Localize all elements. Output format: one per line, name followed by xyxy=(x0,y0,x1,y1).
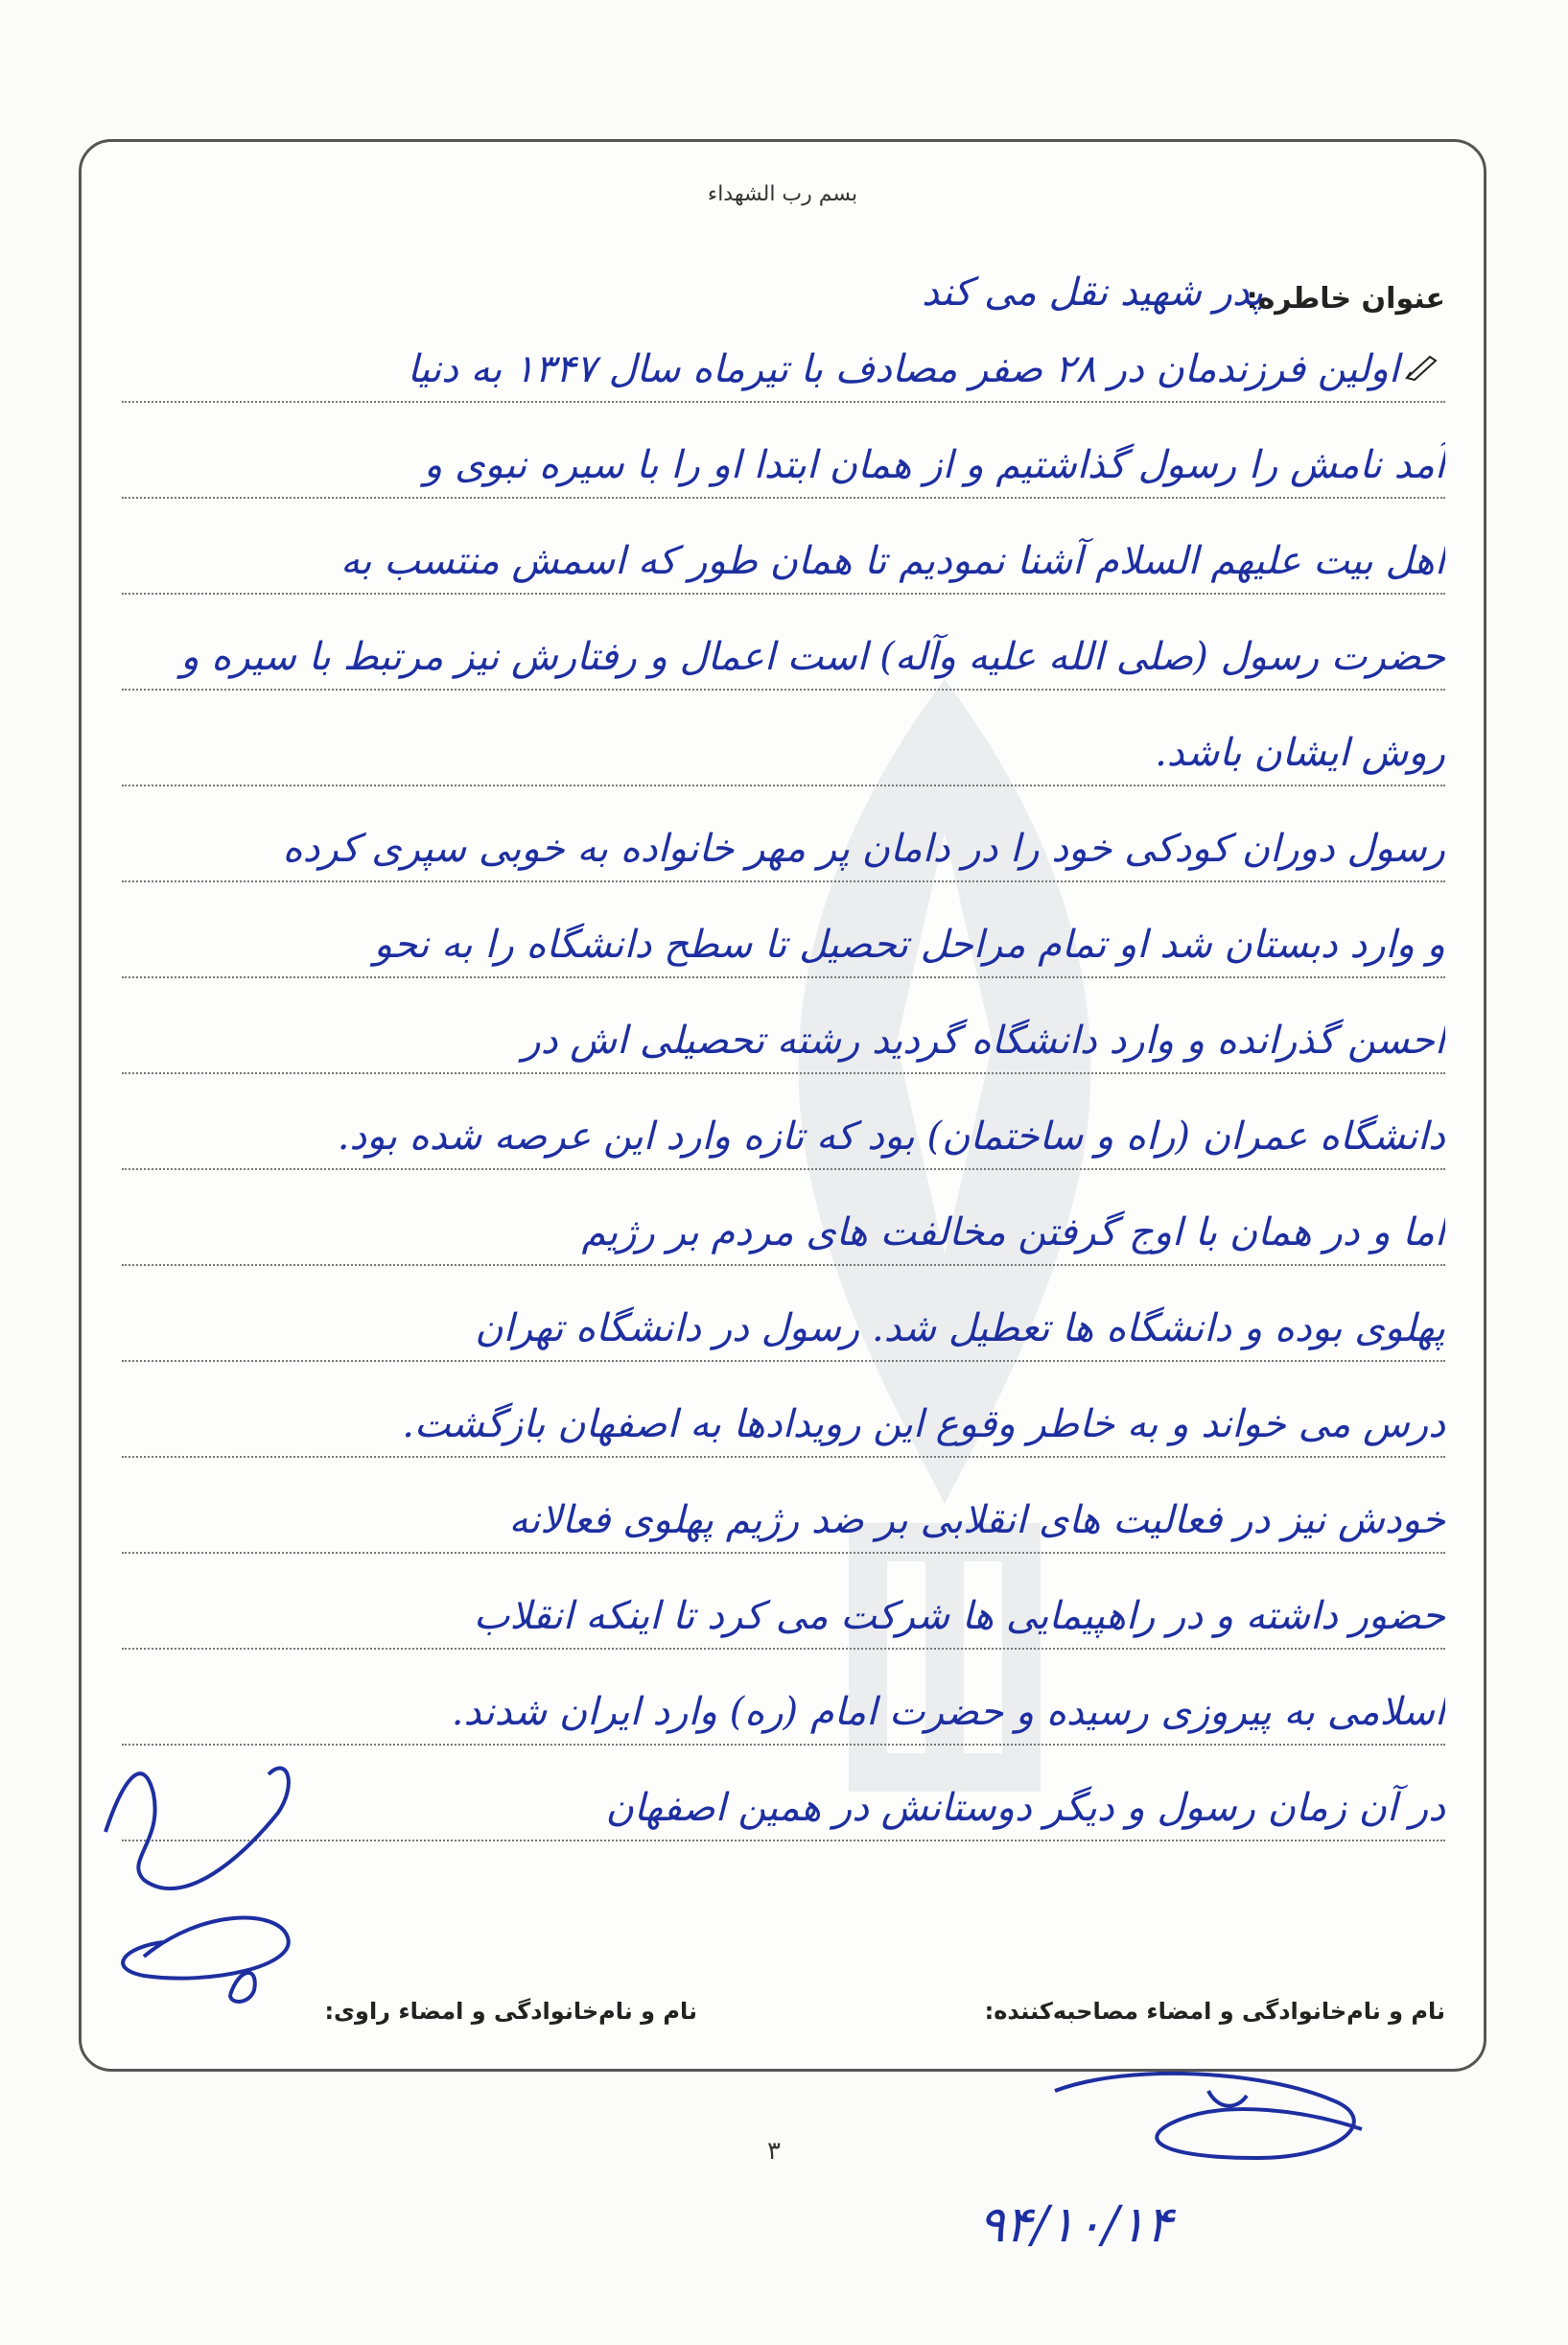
line-text: آمد نامش را رسول گذاشتیم و از همان ابتدا او را با سیره نبوی و xyxy=(424,443,1445,487)
line-text: رسول دوران کودکی خود را در دامان پر مهر خانواده به خوبی سپری کرده xyxy=(282,827,1445,871)
text-line xyxy=(122,1091,1445,1170)
topic-label: عنوان خاطره: xyxy=(1246,282,1445,316)
line-text: روش ایشان باشد. xyxy=(1155,731,1445,775)
line-text: اسلامی به پیروزی رسیده و حضرت امام (ره) وارد ایران شدند. xyxy=(451,1690,1445,1734)
text-line xyxy=(122,1763,1445,1841)
text-line xyxy=(122,708,1445,786)
line-text: و وارد دبستان شد او تمام مراحل تحصیل تا سطح دانشگاه را به نحو xyxy=(373,923,1445,967)
line-text: حضور داشته و در راهپیمایی ها شرکت می کرد تا اینکه انقلاب xyxy=(473,1594,1445,1638)
text-line xyxy=(122,1379,1445,1458)
line-text: درس می خواند و به خاطر وقوع این رویدادها به اصفهان بازگشت. xyxy=(402,1402,1445,1446)
text-line xyxy=(122,324,1445,403)
text-line xyxy=(122,804,1445,882)
text-line xyxy=(122,420,1445,499)
topic-value: پدر شهید نقل می کند xyxy=(922,270,1263,315)
text-line xyxy=(122,516,1445,595)
narrator-signature-icon xyxy=(86,1717,316,2014)
text-line xyxy=(122,1475,1445,1554)
line-text: اما و در همان با اوج گرفتن مخالفت های مردم بر رژیم xyxy=(581,1210,1445,1255)
line-text: پهلوی بوده و دانشگاه ها تعطیل شد. رسول در دانشگاه تهران xyxy=(475,1306,1445,1350)
line-text: در آن زمان رسول و دیگر دوستانش در همین اصفهان xyxy=(605,1786,1445,1830)
signature-footer xyxy=(120,1998,1445,2036)
line-text: احسن گذرانده و وارد دانشگاه گردید رشته تحصیلی اش در xyxy=(522,1019,1445,1063)
text-line xyxy=(122,1667,1445,1746)
line-text: حضرت رسول (صلی الله علیه وآله) است اعمال و رفتارش نیز مرتبط با سیره و xyxy=(180,635,1445,679)
topic-row xyxy=(122,270,1445,320)
text-line xyxy=(122,1283,1445,1362)
interviewer-signature-label: نام و نام‌خانوادگی و امضاء مصاحبه‌کننده: xyxy=(984,1998,1445,2025)
text-line xyxy=(122,612,1445,691)
text-line xyxy=(122,1571,1445,1650)
line-text: خودش نیز در فعالیت های انقلابی بر ضد رژیم پهلوی فعالانه xyxy=(508,1498,1445,1542)
text-line xyxy=(122,1187,1445,1266)
line-text: اولین فرزندمان در ۲۸ صفر مصادف با تیرماه سال ۱۳۴۷ به دنیا xyxy=(407,347,1399,391)
line-text: دانشگاه عمران (راه و ساختمان) بود که تازه وارد این عرصه شده بود. xyxy=(337,1114,1445,1159)
line-text: اهل بیت علیهم السلام آشنا نمودیم تا همان طور که اسمش منتسب به xyxy=(339,539,1445,583)
handwritten-date: ۹۴/۱۰/۱۴ xyxy=(978,2196,1173,2254)
page-header-title: بسم رب الشهداء xyxy=(707,182,858,206)
page-number: ۳ xyxy=(767,2137,781,2166)
text-line xyxy=(122,996,1445,1074)
text-line xyxy=(122,900,1445,978)
interviewer-signature-icon xyxy=(1017,2052,1419,2177)
narrator-signature-label: نام و نام‌خانوادگی و امضاء راوی: xyxy=(324,1998,697,2025)
